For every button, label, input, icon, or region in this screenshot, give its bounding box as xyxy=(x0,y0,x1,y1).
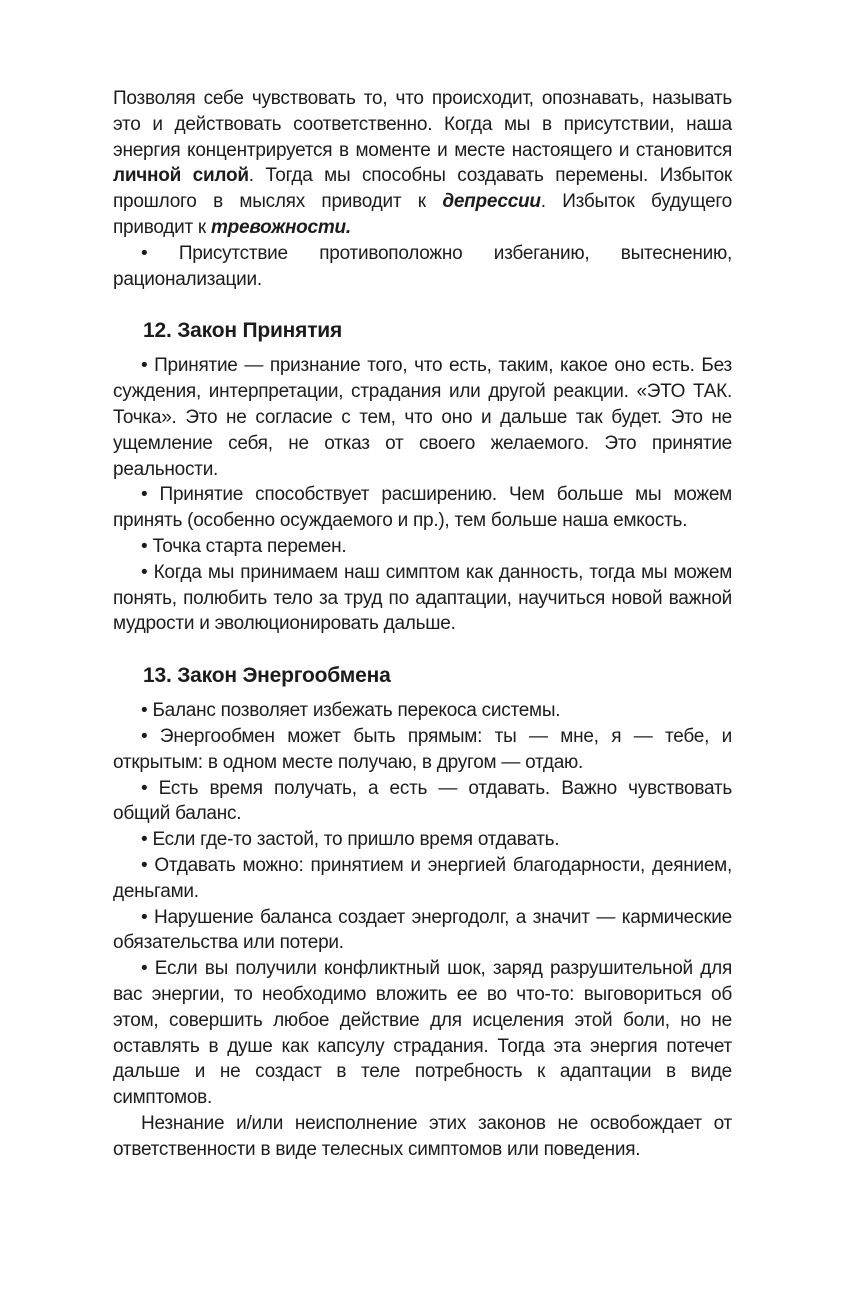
section-heading-2: 13. Закон Энергообмена xyxy=(143,664,391,688)
bullet-item: • Отдавать можно: принятием и энергией благодарности, деянием, деньгами. xyxy=(113,854,732,902)
bullet-item: • Энергообмен может быть прямым: ты — мне, я — тебе, и открытым: в одном месте получаю, в другом — отдаю. xyxy=(113,725,732,773)
bullet-item: • Присутствие противоположно избеганию, вытеснению, рационализации. xyxy=(113,242,733,290)
bullet-icon: • xyxy=(141,561,154,583)
bullet-item: • Баланс позволяет избежать перекоса системы. xyxy=(141,700,561,722)
bullet-item: • Есть время получать, а есть — отдавать. Важно чувствовать общий баланс. xyxy=(113,777,732,825)
bullet-item: • Когда мы принимаем наш симптом как данность, тогда мы можем понять, полюбить тело за труд по адаптации, научиться новой важной мудрости и эволюционировать дальше. xyxy=(113,561,733,635)
bullet-icon: • xyxy=(141,242,179,264)
bullet-icon: • xyxy=(141,725,160,747)
text-segment-normal: . Избыток будущего приводит к xyxy=(113,191,732,238)
intro-bullet-list xyxy=(113,241,732,293)
bullet-item: • Если где-то застой, то пришло время отдавать. xyxy=(141,829,560,851)
text-segment-normal: Позволяя себе чувствовать то, что происходит, опознавать, называть это и действовать соответственно. Когда мы в присутствии, наша энергия концентрируется в моменте и месте настоящего и становится xyxy=(113,88,732,161)
bullet-item: • Точка старта перемен. xyxy=(141,535,347,557)
bullet-icon: • xyxy=(141,777,159,799)
section-heading-1: 12. Закон Принятия xyxy=(143,319,343,343)
bullet-icon: • xyxy=(141,906,155,928)
bullet-item: • Принятие — признание того, что есть, таким, какое оно есть. Без суждения, интерпретации, страдания или другой реакции. «ЭТО ТАК. Точка». Это не согласие с тем, что оно и дальше так будет. Это не ущемление себя, не отказ от своего желаемого. Это принятие реальности. xyxy=(113,355,732,480)
bullet-icon: • xyxy=(141,484,160,506)
bullet-icon: • xyxy=(141,958,155,980)
intro-paragraph xyxy=(113,86,732,241)
bullet-item: • Принятие способствует расширению. Чем больше мы можем принять (особенно осуждаемого и пр.), тем больше наша емкость. xyxy=(113,484,732,532)
bullet-icon: • xyxy=(141,829,153,851)
closing-paragraph: Незнание и/или неисполнение этих законов не освобождает от ответственности в виде телесных симптомов или поведения. xyxy=(113,1112,732,1160)
text-column xyxy=(113,86,732,1162)
sections-container xyxy=(113,318,732,1111)
text-segment-bold: личной силой xyxy=(113,165,249,187)
bullet-icon: • xyxy=(141,700,153,722)
bullet-icon: • xyxy=(141,854,155,876)
bullet-item: • Если вы получили конфликтный шок, заряд разрушительной для вас энергии, то необходимо вложить ее во что-то: выговориться об этом, совершить любое действие для исцеления этой боли, но не оставлять в душе как капсулу страдания. Тогда эта энергия потечет дальше и не создаст в теле потребность к адаптации в виде симптомов. xyxy=(113,958,732,1109)
bullet-item: • Нарушение баланса создает энергодолг, а значит — кармические обязательства или потери. xyxy=(113,906,732,954)
text-segment-bold-italic: депрессии xyxy=(442,191,541,213)
bullet-icon: • xyxy=(141,535,153,557)
text-segment-bold-italic: тревожности. xyxy=(211,216,351,238)
text-segment-normal: . Тогда мы способны создавать перемены. Избыток прошлого в мыслях приводит к xyxy=(113,165,732,213)
bullet-icon: • xyxy=(141,355,155,377)
